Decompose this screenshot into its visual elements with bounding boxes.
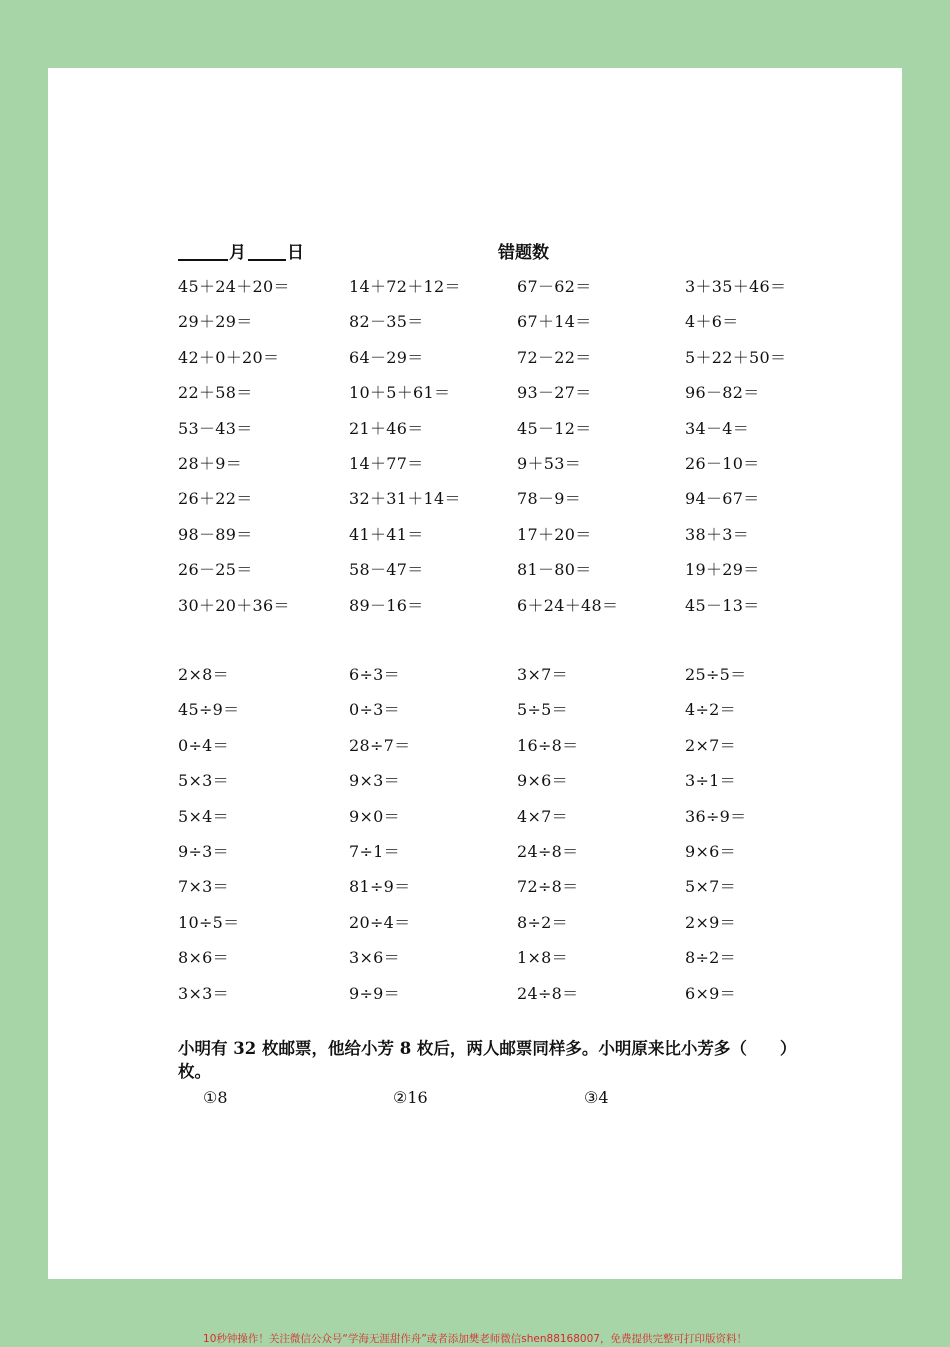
math-problem: 2×7＝	[685, 735, 736, 755]
math-problem: 4÷2＝	[685, 700, 736, 720]
math-problem: 67＋14＝	[517, 312, 592, 332]
problem-row	[178, 593, 818, 628]
problem-row	[178, 451, 818, 486]
day-blank[interactable]	[248, 241, 286, 261]
problem-row	[178, 804, 818, 839]
math-problem: 28÷7＝	[349, 735, 411, 755]
math-problem: 28＋9＝	[178, 453, 243, 473]
math-problem: 8÷2＝	[685, 948, 736, 968]
math-problem: 5×4＝	[178, 806, 229, 826]
day-label: 日	[287, 243, 304, 263]
math-problem: 22＋58＝	[178, 383, 253, 403]
math-problem: 21＋46＝	[349, 418, 424, 438]
math-problem: 3×6＝	[349, 948, 400, 968]
math-problem: 3×3＝	[178, 983, 229, 1003]
math-problem: 42＋0＋20＝	[178, 347, 280, 367]
math-problem: 9×3＝	[349, 771, 400, 791]
multiplication-division-grid	[178, 662, 818, 1016]
math-problem: 14＋77＝	[349, 453, 424, 473]
math-problem: 1×8＝	[517, 948, 568, 968]
problem-row	[178, 416, 818, 451]
math-problem: 26－25＝	[178, 560, 253, 580]
math-problem: 8÷2＝	[517, 912, 568, 932]
math-problem: 2×9＝	[685, 912, 736, 932]
math-problem: 58－47＝	[349, 560, 424, 580]
math-problem: 45＋24＋20＝	[178, 277, 290, 296]
math-problem: 9×6＝	[685, 841, 736, 861]
answer-options	[203, 1088, 763, 1112]
math-problem: 9×6＝	[517, 771, 568, 791]
problem-row	[178, 910, 818, 945]
math-problem: 14＋72＋12＝	[349, 277, 461, 296]
problem-row	[178, 768, 818, 803]
option-1[interactable]: ①8	[203, 1088, 228, 1107]
math-problem: 19＋29＝	[685, 560, 760, 580]
math-problem: 17＋20＝	[517, 524, 592, 544]
math-problem: 5÷5＝	[517, 700, 568, 720]
math-problem: 0÷3＝	[349, 700, 400, 720]
math-problem: 89－16＝	[349, 595, 424, 615]
problem-row	[178, 309, 818, 344]
math-problem: 81－80＝	[517, 560, 592, 580]
math-problem: 45－12＝	[517, 418, 592, 438]
math-problem: 24÷8＝	[517, 983, 579, 1003]
math-problem: 26－10＝	[685, 453, 760, 473]
math-problem: 9＋53＝	[517, 453, 582, 473]
math-problem: 34－4＝	[685, 418, 750, 438]
math-problem: 36÷9＝	[685, 806, 747, 826]
math-problem: 64－29＝	[349, 347, 424, 367]
math-problem: 3×7＝	[517, 665, 568, 684]
problem-row	[178, 345, 818, 380]
math-problem: 82－35＝	[349, 312, 424, 332]
math-problem: 6÷3＝	[349, 665, 400, 684]
math-problem: 94－67＝	[685, 489, 760, 509]
math-problem: 4＋6＝	[685, 312, 739, 332]
math-problem: 10＋5＋61＝	[349, 383, 451, 403]
problem-row	[178, 945, 818, 980]
worksheet-header	[178, 238, 798, 266]
word-problem	[178, 1037, 797, 1083]
problem-row	[178, 981, 818, 1016]
math-problem: 20÷4＝	[349, 912, 411, 932]
math-problem: 3＋35＋46＝	[685, 277, 787, 296]
addition-subtraction-grid	[178, 274, 818, 628]
math-problem: 16÷8＝	[517, 735, 579, 755]
math-problem: 29＋29＝	[178, 312, 253, 332]
math-problem: 6＋24＋48＝	[517, 595, 619, 615]
math-problem: 93－27＝	[517, 383, 592, 403]
math-problem: 9×0＝	[349, 806, 400, 826]
math-problem: 7×3＝	[178, 877, 229, 897]
word-problem-line: 小明有 32 枚邮票，他给小芳 8 枚后，两人邮票同样多。小明原来比小芳多（ ）	[178, 1039, 797, 1058]
math-problem: 3÷1＝	[685, 771, 736, 791]
math-problem: 53－43＝	[178, 418, 253, 438]
problem-row	[178, 274, 818, 309]
word-problem-line: 枚。	[178, 1062, 211, 1081]
math-problem: 98－89＝	[178, 524, 253, 544]
math-problem: 4×7＝	[517, 806, 568, 826]
problem-row	[178, 522, 818, 557]
month-label: 月	[229, 243, 246, 263]
math-problem: 45－13＝	[685, 595, 760, 615]
math-problem: 5×7＝	[685, 877, 736, 897]
errors-count-label: 错题数	[498, 243, 549, 263]
math-problem: 26＋22＝	[178, 489, 253, 509]
problem-row	[178, 662, 818, 697]
footer-notice: 10秒钟操作！关注微信公众号“学海无涯甜作舟”或者添加樊老师微信shen88168007，免费提供完整可打印版资料！	[203, 1333, 747, 1345]
problem-row	[178, 697, 818, 732]
problem-row	[178, 874, 818, 909]
math-problem: 30＋20＋36＝	[178, 595, 290, 615]
math-problem: 10÷5＝	[178, 912, 240, 932]
problem-row	[178, 839, 818, 874]
math-problem: 81÷9＝	[349, 877, 411, 897]
math-problem: 0÷4＝	[178, 735, 229, 755]
month-blank[interactable]	[178, 241, 228, 261]
math-problem: 8×6＝	[178, 948, 229, 968]
math-problem: 24÷8＝	[517, 841, 579, 861]
problem-row	[178, 557, 818, 592]
math-problem: 2×8＝	[178, 665, 229, 684]
problem-row	[178, 380, 818, 415]
math-problem: 96－82＝	[685, 383, 760, 403]
math-problem: 72－22＝	[517, 347, 592, 367]
problem-row	[178, 486, 818, 521]
math-problem: 6×9＝	[685, 983, 736, 1003]
math-problem: 5×3＝	[178, 771, 229, 791]
math-problem: 38＋3＝	[685, 524, 750, 544]
math-problem: 9÷9＝	[349, 983, 400, 1003]
math-problem: 72÷8＝	[517, 877, 579, 897]
math-problem: 67－62＝	[517, 277, 592, 296]
option-3[interactable]: ③4	[584, 1088, 609, 1107]
math-problem: 9÷3＝	[178, 841, 229, 861]
math-problem: 45÷9＝	[178, 700, 240, 720]
math-problem: 32＋31＋14＝	[349, 489, 461, 509]
math-problem: 78－9＝	[517, 489, 582, 509]
option-2[interactable]: ②16	[393, 1088, 428, 1107]
math-problem: 41＋41＝	[349, 524, 424, 544]
math-problem: 25÷5＝	[685, 665, 747, 684]
problem-row	[178, 733, 818, 768]
math-problem: 7÷1＝	[349, 841, 400, 861]
math-problem: 5＋22＋50＝	[685, 347, 787, 367]
